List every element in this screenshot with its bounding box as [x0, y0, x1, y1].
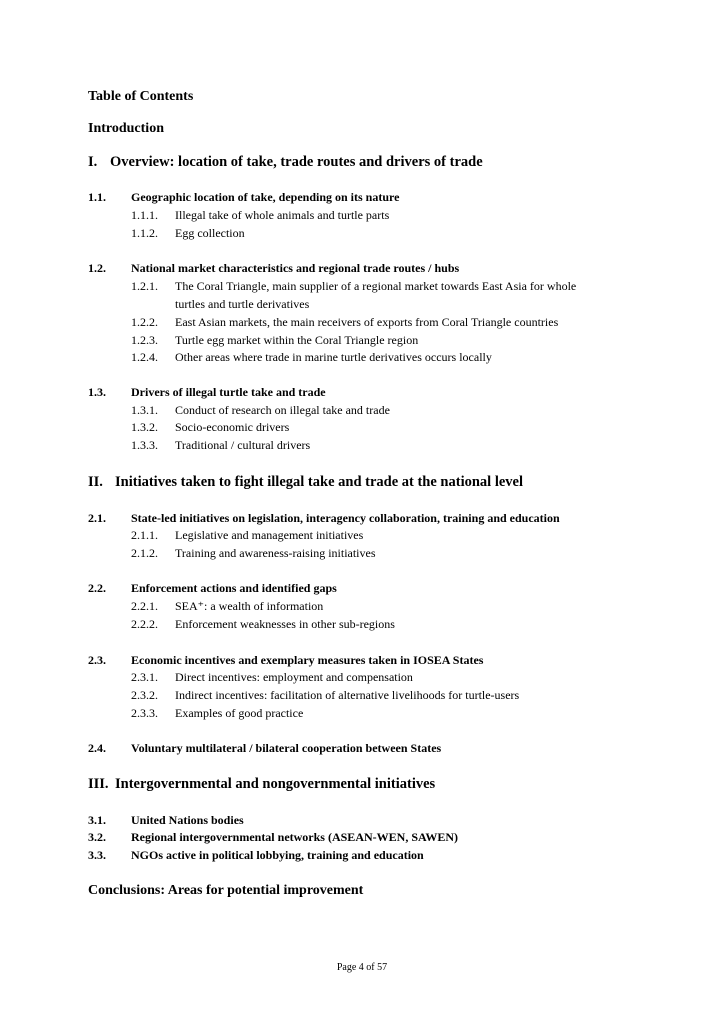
toc-part-3	[88, 777, 435, 792]
part-number: II.	[88, 474, 103, 490]
subsection-title: Turtle egg market within the Coral Triangle region	[175, 333, 419, 347]
subsection-number: 1.1.2.	[131, 226, 158, 240]
toc-part-2	[88, 475, 523, 490]
section-title: Voluntary multilateral / bilateral cooperation between States	[131, 741, 442, 755]
subsection-title: SEA⁺: a wealth of information	[175, 599, 324, 613]
subsection-number: 1.2.1.	[131, 279, 158, 293]
section-title: State-led initiatives on legislation, interagency collaboration, training and education	[131, 511, 560, 525]
subsection-number: 1.3.3.	[131, 438, 158, 452]
subsection-title: Conduct of research on illegal take and trade	[175, 403, 390, 417]
subsection-title: East Asian markets, the main receivers of exports from Coral Triangle countries	[175, 315, 559, 329]
toc-introduction: Introduction	[88, 121, 164, 136]
subsection-number: 2.3.3.	[131, 706, 158, 720]
subsection-title: Enforcement weaknesses in other sub-regions	[175, 617, 395, 631]
subsection-number: 2.1.2.	[131, 546, 158, 560]
section-number: 1.1.	[88, 190, 106, 204]
section-number: 1.2.	[88, 261, 106, 275]
section-number: 2.1.	[88, 511, 106, 525]
section-number: 2.2.	[88, 581, 106, 595]
toc-part-1	[88, 155, 483, 170]
subsection-title: Socio-economic drivers	[175, 420, 290, 434]
subsection-number: 1.3.1.	[131, 403, 158, 417]
subsection-title: Illegal take of whole animals and turtle parts	[175, 208, 390, 222]
part-title: Intergovernmental and nongovernmental initiatives	[115, 776, 436, 792]
section-number: 1.3.	[88, 385, 106, 399]
subsection-title: Traditional / cultural drivers	[175, 438, 311, 452]
section-title: United Nations bodies	[131, 813, 244, 827]
part-title: Overview: location of take, trade routes and drivers of trade	[110, 154, 483, 170]
section-number: 3.1.	[88, 813, 106, 827]
page-number: Page 4 of 57	[336, 962, 388, 973]
subsection-number: 1.1.1.	[131, 208, 158, 222]
subsection-number: 2.3.1.	[131, 670, 158, 684]
section-number: 2.4.	[88, 741, 106, 755]
subsection-title: Training and awareness-raising initiatives	[175, 546, 376, 560]
part-number: I.	[88, 154, 98, 170]
section-number: 3.3.	[88, 848, 106, 862]
subsection-number: 1.2.3.	[131, 333, 158, 347]
section-number: 2.3.	[88, 653, 106, 667]
subsection-number: 1.2.2.	[131, 315, 158, 329]
subsection-title: The Coral Triangle, main supplier of a regional market towards East Asia for whole	[175, 279, 577, 293]
subsection-number: 2.1.1.	[131, 528, 158, 542]
section-title: Economic incentives and exemplary measures taken in IOSEA States	[131, 653, 484, 667]
part-title: Initiatives taken to fight illegal take and trade at the national level	[115, 474, 523, 490]
subsection-number: 1.3.2.	[131, 420, 158, 434]
subsection-number: 2.3.2.	[131, 688, 158, 702]
toc-conclusions: Conclusions: Areas for potential improvement	[88, 883, 364, 898]
section-title: National market characteristics and regional trade routes / hubs	[131, 261, 460, 275]
section-number: 3.2.	[88, 830, 106, 844]
section-title: Drivers of illegal turtle take and trade	[131, 385, 326, 399]
section-title: Geographic location of take, depending on its nature	[131, 190, 400, 204]
subsection-number: 2.2.1.	[131, 599, 158, 613]
section-title: NGOs active in political lobbying, training and education	[131, 848, 424, 862]
subsection-title: Indirect incentives: facilitation of alternative livelihoods for turtle-users	[175, 688, 520, 702]
subsection-title: Egg collection	[175, 226, 245, 240]
subsection-title: Direct incentives: employment and compensation	[175, 670, 413, 684]
subsection-title: Legislative and management initiatives	[175, 528, 364, 542]
section-title: Regional intergovernmental networks (ASEAN-WEN, SAWEN)	[131, 830, 458, 844]
part-number: III.	[88, 776, 109, 792]
subsection-title: Other areas where trade in marine turtle derivatives occurs locally	[175, 350, 492, 364]
subsection-number: 2.2.2.	[131, 617, 158, 631]
subsection-title-continued: turtles and turtle derivatives	[175, 297, 310, 311]
toc-heading: Table of Contents	[88, 89, 194, 104]
section-title: Enforcement actions and identified gaps	[131, 581, 337, 595]
subsection-number: 1.2.4.	[131, 350, 158, 364]
subsection-title: Examples of good practice	[175, 706, 304, 720]
